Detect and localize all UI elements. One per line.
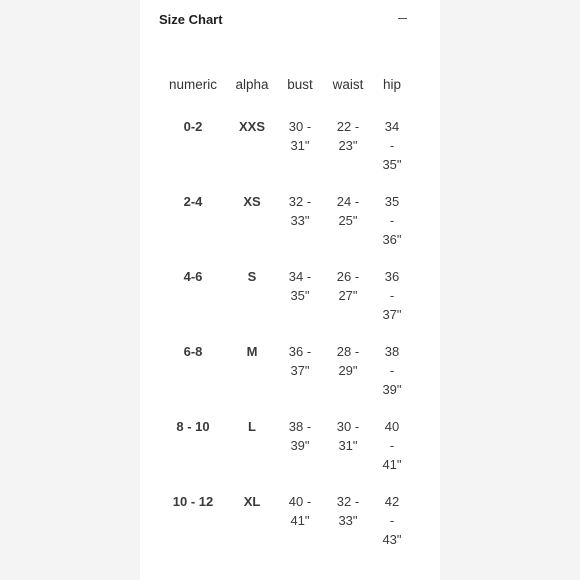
table-body xyxy=(162,117,408,567)
table-row xyxy=(162,492,408,567)
cell-alpha: XXS xyxy=(238,119,265,134)
cell-alpha: XL xyxy=(243,494,261,509)
cell-numeric: 8 - 10 xyxy=(176,419,210,434)
header-numeric: numeric xyxy=(168,76,217,92)
cell-alpha: M xyxy=(246,344,258,359)
cell-waist: 24 - 25" xyxy=(336,194,360,228)
cell-alpha: XS xyxy=(243,194,261,209)
cell-waist: 30 - 31" xyxy=(336,419,360,453)
cell-hip: 35 - 36" xyxy=(382,194,402,247)
cell-numeric: 6-8 xyxy=(183,344,203,359)
collapse-button[interactable] xyxy=(397,12,411,26)
cell-alpha: L xyxy=(248,419,256,434)
cell-numeric: 4-6 xyxy=(183,269,203,284)
cell-hip: 40 - 41" xyxy=(382,419,402,472)
cell-bust: 32 - 33" xyxy=(288,194,312,228)
table-row xyxy=(162,417,408,492)
header-alpha: alpha xyxy=(235,76,269,92)
table-row xyxy=(162,117,408,192)
cell-hip: 42 - 43" xyxy=(382,494,402,547)
header-waist: waist xyxy=(332,76,364,92)
minus-icon xyxy=(398,18,407,19)
cell-waist: 26 - 27" xyxy=(336,269,360,303)
table-row xyxy=(162,192,408,267)
header-hip: hip xyxy=(382,76,401,92)
cell-numeric: 2-4 xyxy=(183,194,203,209)
cell-bust: 40 - 41" xyxy=(288,494,312,528)
cell-bust: 30 - 31" xyxy=(288,119,312,153)
cell-bust: 36 - 37" xyxy=(288,344,312,378)
cell-numeric: 0-2 xyxy=(183,119,203,134)
table-row xyxy=(162,267,408,342)
header-bust: bust xyxy=(287,76,313,92)
size-chart-header xyxy=(159,12,419,32)
cell-numeric: 10 - 12 xyxy=(172,494,214,509)
cell-bust: 34 - 35" xyxy=(288,269,312,303)
cell-hip: 36 - 37" xyxy=(382,269,402,322)
cell-alpha: S xyxy=(247,269,257,284)
table-header-row xyxy=(162,72,408,117)
cell-waist: 32 - 33" xyxy=(336,494,360,528)
cell-waist: 22 - 23" xyxy=(336,119,360,153)
size-table xyxy=(162,72,408,567)
cell-hip: 34 - 35" xyxy=(382,119,402,172)
cell-hip: 38 - 39" xyxy=(382,344,402,397)
cell-waist: 28 - 29" xyxy=(336,344,360,378)
cell-bust: 38 - 39" xyxy=(288,419,312,453)
size-chart-title: Size Chart xyxy=(159,12,223,27)
table-row xyxy=(162,342,408,417)
